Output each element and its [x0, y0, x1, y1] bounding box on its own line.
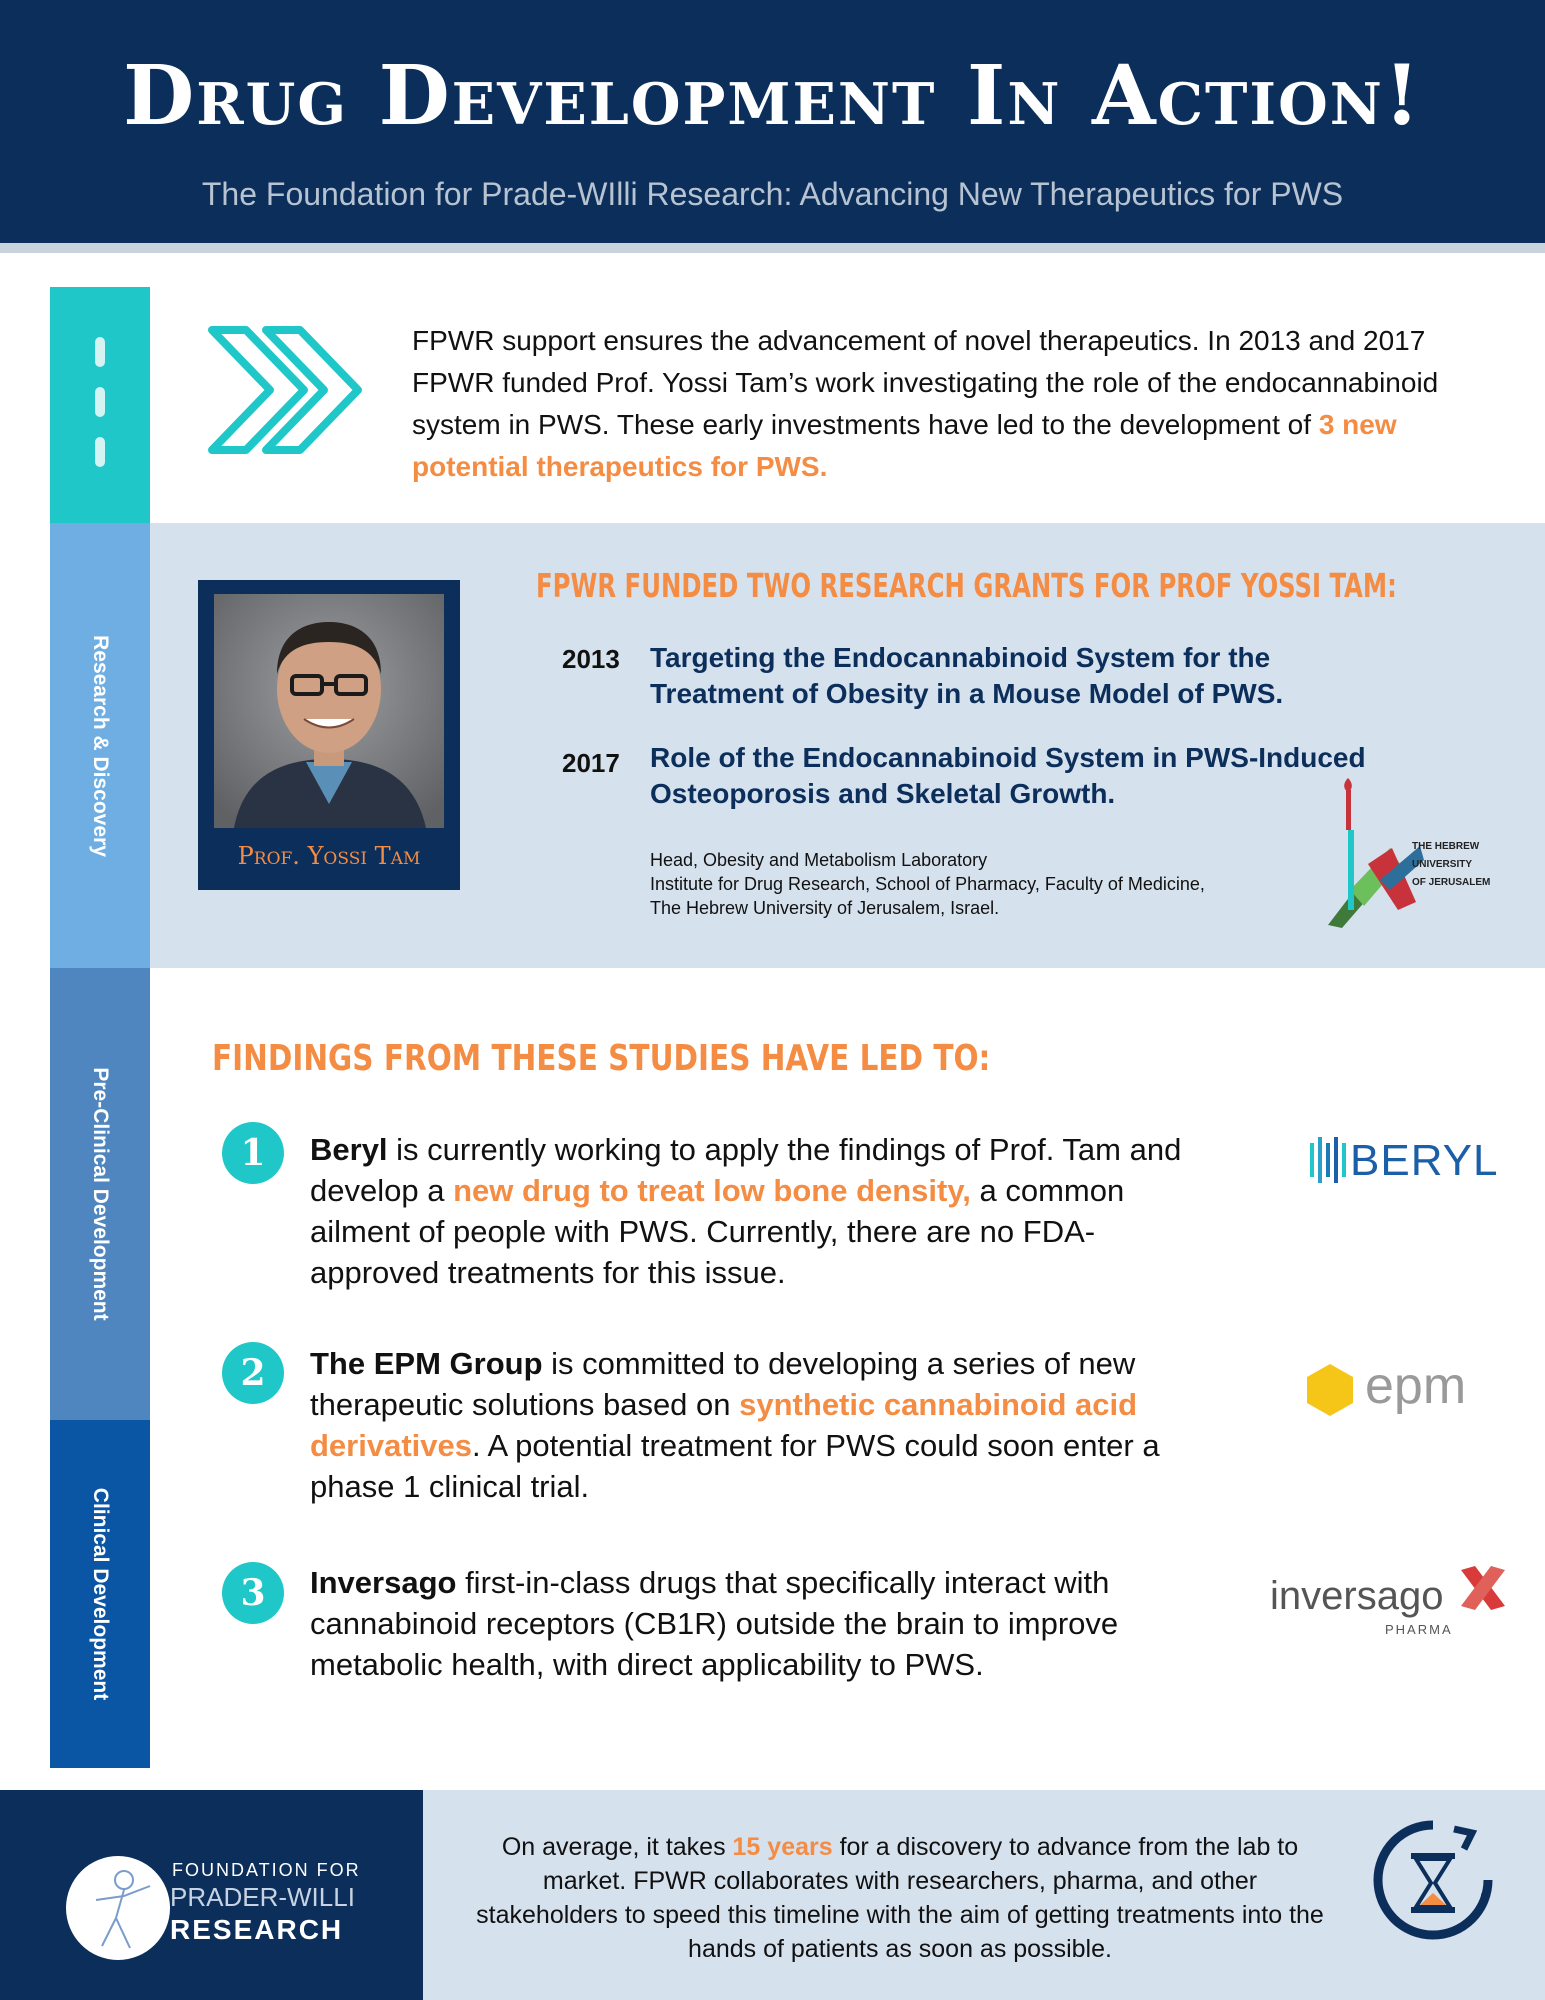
grant-year: 2013: [562, 644, 620, 674]
epm-logo-text: epm: [1365, 1357, 1467, 1415]
epm-hexagon-icon: [1300, 1360, 1360, 1420]
inversago-x-icon: [1455, 1560, 1511, 1616]
finding-text: is currently working to apply the findings of Prof. Tam and develop a: [310, 1132, 1182, 1208]
timeline-label-research: Research & Discovery: [89, 634, 112, 857]
finding-item-inversago: [310, 1562, 1200, 1685]
finding-company: Inversago: [310, 1565, 457, 1600]
finding-number-badge: 2: [222, 1342, 284, 1404]
intro-paragraph: [412, 320, 1462, 488]
finding-company: Beryl: [310, 1132, 388, 1167]
timeline-label-clinical: Clinical Development: [89, 1487, 112, 1701]
hourglass-icon: [1368, 1815, 1498, 1945]
finding-number-badge: 1: [222, 1122, 284, 1184]
university-logo-text: UNIVERSITY: [1412, 859, 1473, 870]
grant-year: 2017: [562, 748, 620, 778]
finding-text: is committed to developing a series of new therapeutic solutions based on: [310, 1346, 1136, 1422]
footer-text: for a discovery to advance from the lab to market. FPWR collaborates with researchers, pharma, and other stakeholders to speed this timeline with the aim of getting treatments into the hands of patients as soon as possible.: [476, 1833, 1324, 1963]
beryl-logo-icon: [1310, 1137, 1346, 1183]
timeline-dash: [95, 437, 105, 467]
grant-title: Targeting the Endocannabinoid System for the Treatment of Obesity in a Mouse Model of PWS.: [650, 642, 1284, 709]
footer-text: On average, it takes: [501, 1833, 733, 1861]
inversago-logo-text: inversago: [1270, 1574, 1444, 1618]
university-logo: [1320, 770, 1500, 940]
fpwr-logo-figure: [66, 1856, 170, 1960]
chevrons-right-icon: [200, 320, 365, 460]
timeline-start-segment: [50, 287, 150, 523]
affiliation-line: Head, Obesity and Metabolism Laboratory: [650, 850, 988, 870]
university-logo-text: THE HEBREW: [1412, 841, 1480, 852]
beryl-logo-text: BERYL: [1350, 1136, 1499, 1185]
header-divider: [0, 243, 1545, 253]
finding-item-epm: [310, 1343, 1200, 1507]
grants-heading: FPWR FUNDED TWO RESEARCH GRANTS FOR PROF YOSSI TAM:: [536, 566, 1397, 605]
timeline-dash: [95, 387, 105, 417]
finding-number-badge: 3: [222, 1562, 284, 1624]
timeline-label-preclinical: Pre-Clinical Development: [89, 1067, 112, 1321]
timeline-dash: [95, 337, 105, 367]
timeline-research-segment: [50, 523, 150, 968]
finding-text: a common ailment of people with PWS. Currently, there are no FDA-approved treatments for this issue.: [310, 1173, 1125, 1290]
inversago-logo-sub: PHARMA: [1385, 1622, 1453, 1637]
affiliation-line: The Hebrew University of Jerusalem, Israel.: [650, 898, 1000, 918]
finding-company: The EPM Group: [310, 1346, 543, 1381]
finding-text: first-in-class drugs that specifically interact with cannabinoid receptors (CB1R) outside the brain to improve metabolic health, with direct applicability to PWS.: [310, 1565, 1119, 1682]
page-title: Drug Development In Action!: [123, 48, 1422, 144]
intro-highlight: 3 new potential therapeutics for PWS.: [412, 409, 1397, 482]
portrait-photo: [214, 594, 444, 828]
university-logo-text: OF JERUSALEM: [1412, 877, 1491, 888]
finding-item-beryl: [310, 1129, 1200, 1293]
org-name-line: RESEARCH: [170, 1914, 344, 1945]
affiliation-line: Institute for Drug Research, School of Pharmacy, Faculty of Medicine,: [650, 874, 1205, 894]
affiliation: [650, 848, 1350, 920]
page-subtitle: The Foundation for Prade-WIlli Research: Advancing New Therapeutics for PWS: [201, 176, 1344, 212]
footer-highlight: 15 years: [732, 1833, 833, 1861]
timeline-preclinical-segment: [50, 968, 150, 1420]
timeline-clinical-segment: [50, 1420, 150, 1768]
org-name-line: PRADER-WILLI: [170, 1882, 355, 1912]
finding-highlight: synthetic cannabinoid acid derivatives: [310, 1387, 1138, 1463]
org-name-line: FOUNDATION FOR: [172, 1860, 361, 1880]
finding-text: . A potential treatment for PWS could soon enter a phase 1 clinical trial.: [310, 1428, 1160, 1504]
intro-text: FPWR support ensures the advancement of novel therapeutics. In 2013 and 2017 FPWR funded Prof. Yossi Tam’s work investigating the role of the endocannabinoid system in PWS. These early investments have led to the development of: [412, 325, 1439, 440]
photo-caption: Prof. Yossi Tam: [237, 842, 421, 870]
grant-title: Role of the Endocannabinoid System in PWS-Induced Osteoporosis and Skeletal Growth.: [650, 742, 1366, 809]
findings-heading: FINDINGS FROM THESE STUDIES HAVE LED TO:: [212, 1038, 991, 1079]
footer-paragraph: [470, 1830, 1330, 1966]
finding-highlight: new drug to treat low bone density,: [453, 1173, 971, 1208]
